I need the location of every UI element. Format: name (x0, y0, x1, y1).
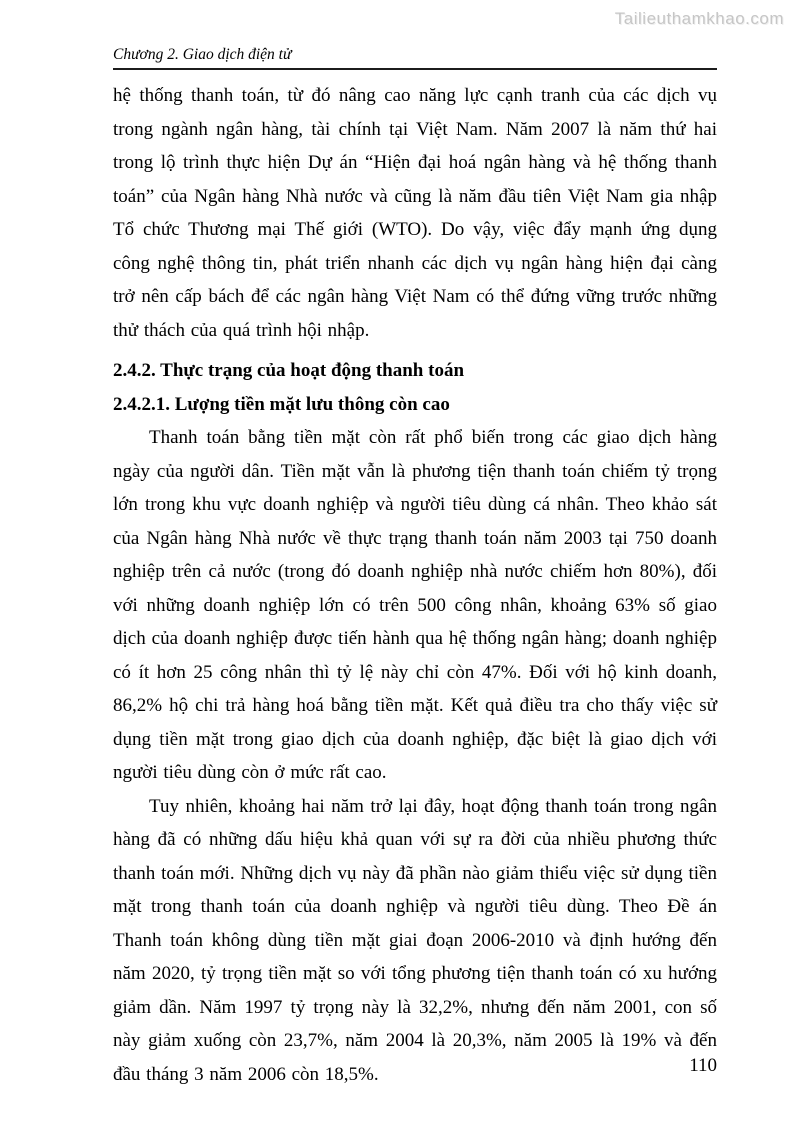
paragraph-cash-trend: Tuy nhiên, khoảng hai năm trở lại đây, hoạt động thanh toán trong ngân hàng đã có những dấu hiệu khả quan với sự ra đời của nhiều phương thức thanh toán mới. Những dịch vụ này đã phần nào giảm thiểu việc sử dụng tiền mặt trong thanh toán của doanh nghiệp và người tiêu dùng. Theo Đề án Thanh toán không dùng tiền mặt giai đoạn 2006-2010 và định hướng đến năm 2020, tỷ trọng tiền mặt so với tổng phương tiện thanh toán có xu hướng giảm dần. Năm 1997 tỷ trọng này là 32,2%, nhưng đến năm 2001, con số này giảm xuống còn 23,7%, năm 2004 là 20,3%, năm 2005 là 19% và đến đầu tháng 3 năm 2006 còn 18,5%. (113, 795, 717, 1085)
section-heading-242: 2.4.2. Thực trạng của hoạt động thanh toán (113, 360, 465, 381)
running-header-chapter: Chương 2. Giao dịch điện tử (113, 46, 717, 70)
body-text (113, 79, 717, 1091)
page-number: 110 (689, 1055, 717, 1076)
section-heading-2421: 2.4.2.1. Lượng tiền mặt lưu thông còn cao (113, 393, 450, 415)
paragraph-intro: hệ thống thanh toán, từ đó nâng cao năng lực cạnh tranh của các dịch vụ trong ngành ngân hàng, tài chính tại Việt Nam. Năm 2007 là năm thứ hai trong lộ trình thực hiện Dự án “Hiện đại hoá ngân hàng và hệ thống thanh toán” của Ngân hàng Nhà nước và cũng là năm đầu tiên Việt Nam gia nhập Tổ chức Thương mại Thế giới (WTO). Do vậy, việc đẩy mạnh ứng dụng công nghệ thông tin, phát triển nhanh các dịch vụ ngân hàng hiện đại càng trở nên cấp bách để các ngân hàng Việt Nam có thể đứng vững trước những thử thách của quá trình hội nhập. (113, 85, 717, 341)
watermark-text: Tailieuthamkhao.com (614, 9, 784, 28)
page-content (113, 46, 717, 1091)
paragraph-cash-usage: Thanh toán bằng tiền mặt còn rất phổ biến trong các giao dịch hàng ngày của người dân. Tiền mặt vẫn là phương tiện thanh toán chiếm tỷ trọng lớn trong khu vực doanh nghiệp và người tiêu dùng cá nhân. Theo khảo sát của Ngân hàng Nhà nước về thực trạng thanh toán năm 2003 tại 750 doanh nghiệp trên cả nước (trong đó doanh nghiệp nhà nước chiếm hơn 80%), đối với những doanh nghiệp lớn có trên 500 công nhân, khoảng 63% số giao dịch của doanh nghiệp được tiến hành qua hệ thống ngân hàng; doanh nghiệp có ít hơn 25 công nhân thì tỷ lệ này chỉ còn 47%. Đối với hộ kinh doanh, 86,2% hộ chi trả hàng hoá bằng tiền mặt. Kết quả điều tra cho thấy việc sử dụng tiền mặt trong giao dịch của doanh nghiệp, đặc biệt là giao dịch với người tiêu dùng còn ở mức rất cao. (113, 427, 717, 783)
